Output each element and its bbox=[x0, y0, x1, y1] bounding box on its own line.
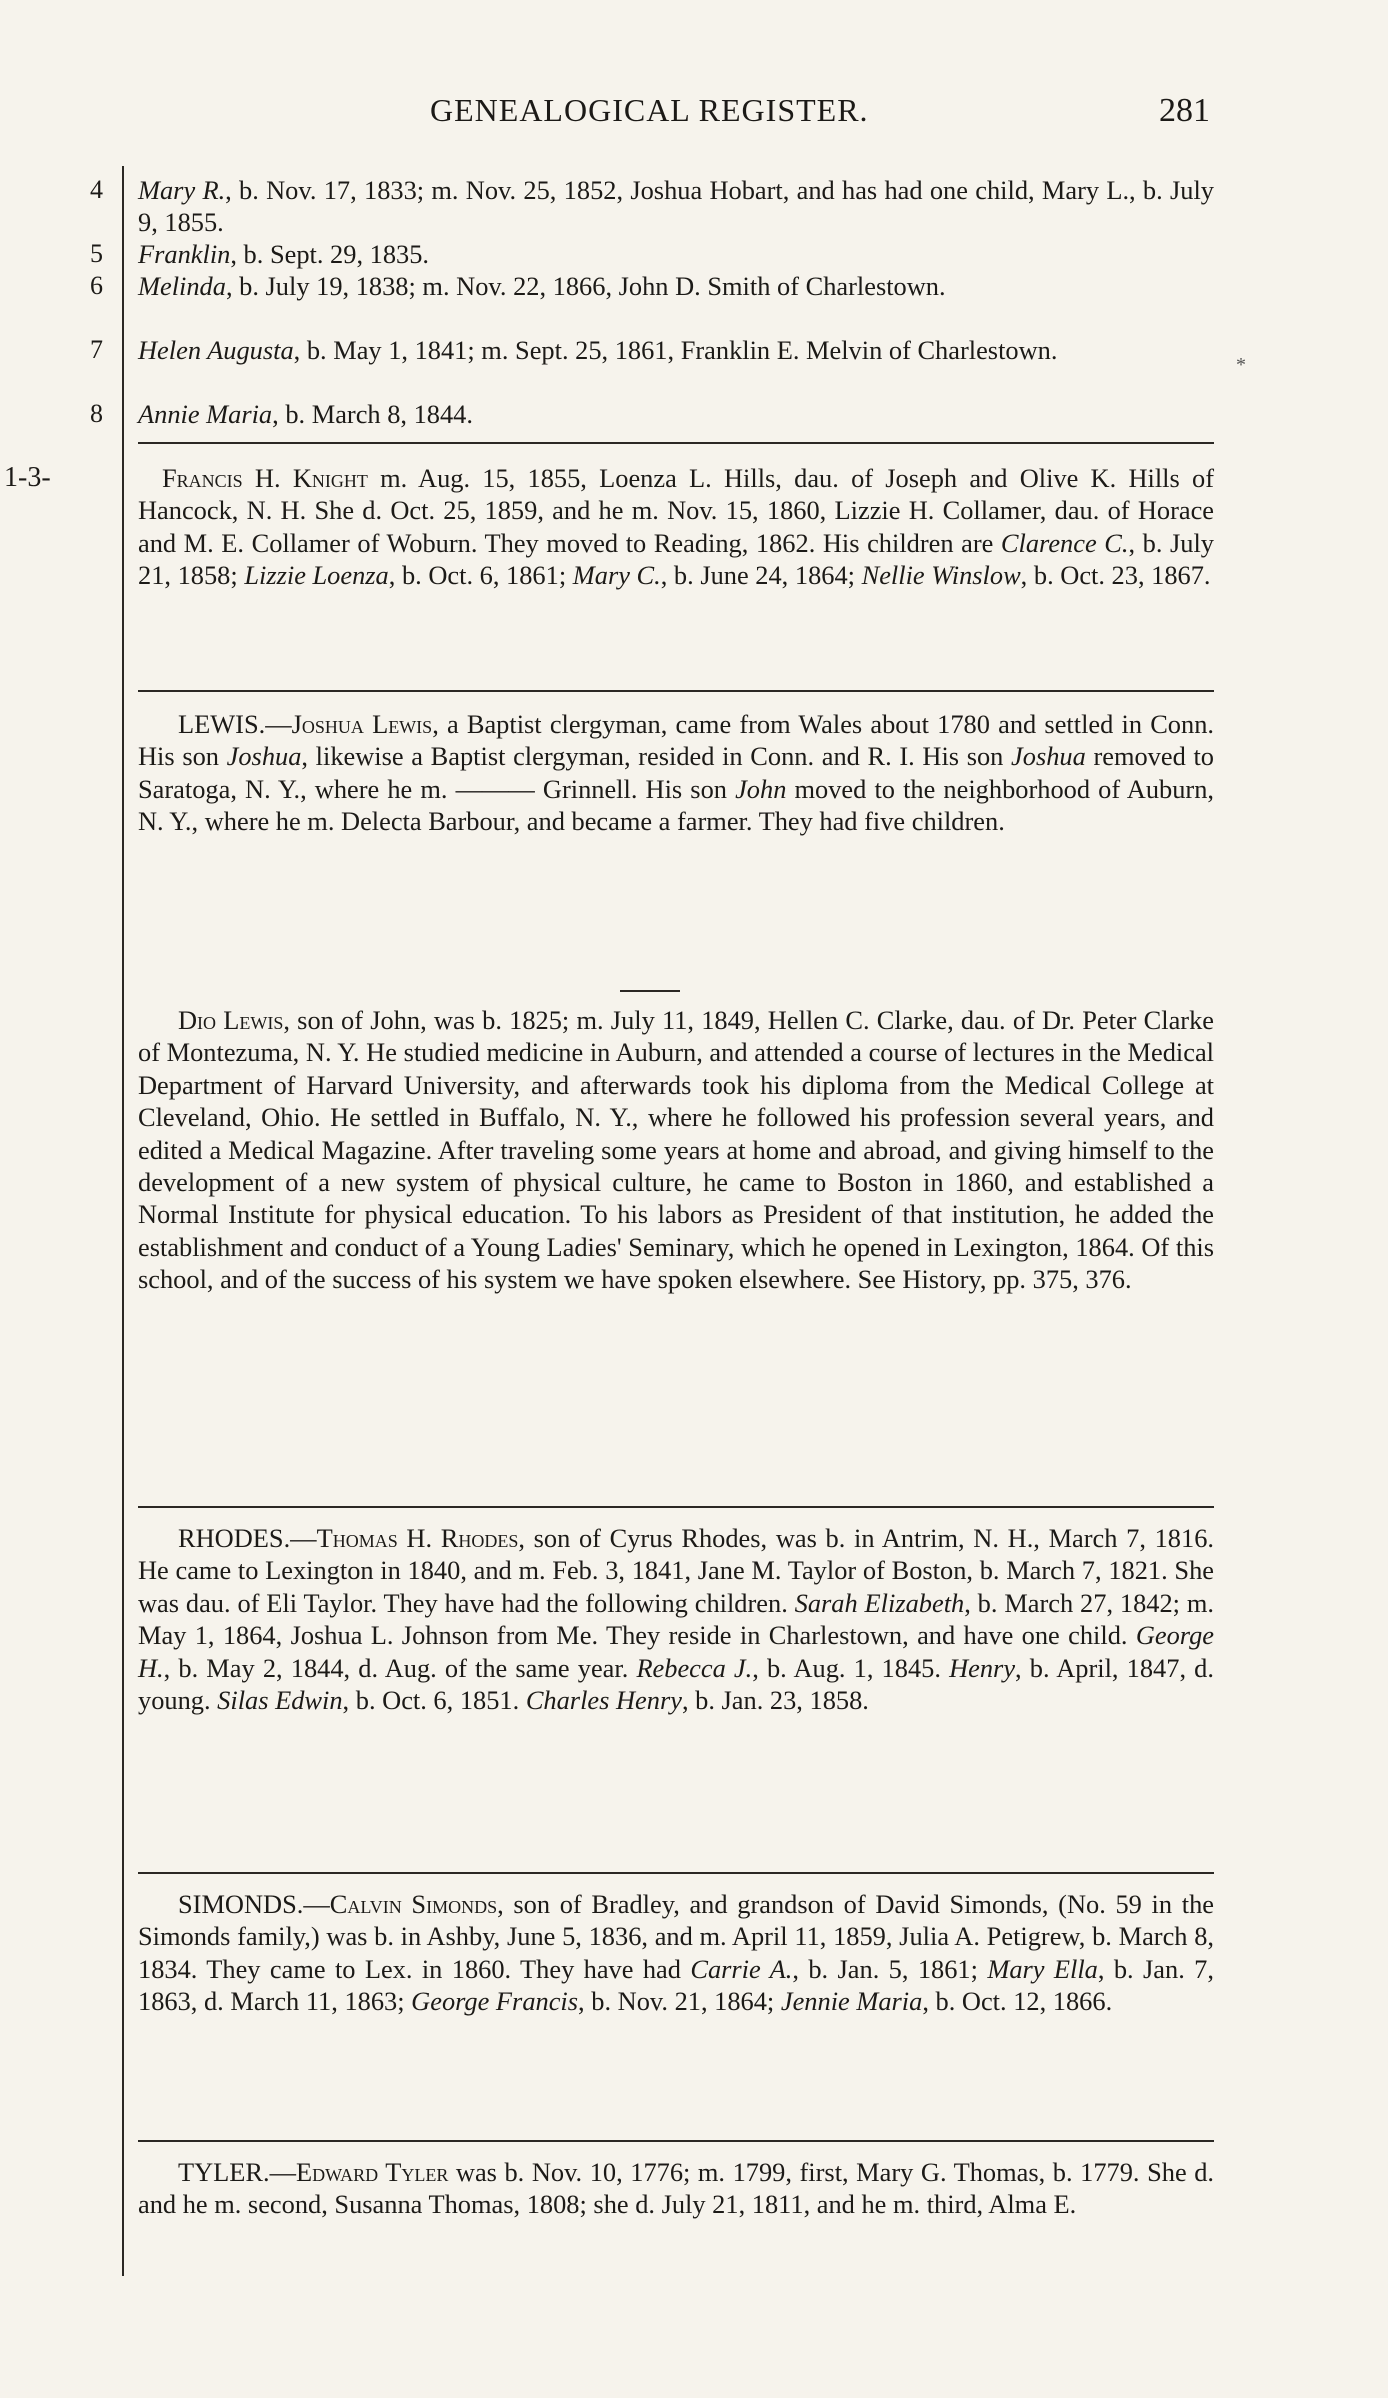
child-name: Lizzie Loenza bbox=[244, 560, 389, 591]
page-number: 281 bbox=[1159, 92, 1210, 129]
entry-text: , b. Aug. 1, 1845. bbox=[752, 1652, 950, 1683]
entry-lead: Calvin Simonds bbox=[329, 1889, 498, 1919]
rhodes-entry bbox=[138, 1522, 1214, 1716]
lewis-entry bbox=[138, 708, 1214, 838]
child-number: 5 bbox=[90, 239, 103, 268]
entry-text: , b. July 21, 1858; bbox=[138, 527, 1214, 591]
child-text: , b. March 8, 1844. bbox=[272, 399, 473, 429]
child-number: 6 bbox=[90, 271, 103, 300]
child-name: Sarah Elizabeth bbox=[794, 1587, 965, 1618]
child-name: Nellie Winslow bbox=[861, 560, 1021, 591]
stray-mark: * bbox=[1236, 354, 1246, 376]
dio-lewis-entry bbox=[138, 1004, 1214, 1296]
entry-text: , b. March 27, 1842; m. May 1, 1864, Joshua L. Johnson from Me. They reside in Charlestown, and have one child. bbox=[138, 1587, 1214, 1651]
surname-heading: RHODES.— bbox=[178, 1523, 317, 1553]
entry-text: , b. Jan. 23, 1858. bbox=[681, 1685, 869, 1716]
surname-heading: TYLER.— bbox=[178, 2157, 297, 2187]
entry-text: , b. Jan. 5, 1861; bbox=[792, 1953, 988, 1984]
page-header bbox=[430, 92, 1210, 132]
child-entry bbox=[138, 238, 1214, 270]
tyler-entry bbox=[138, 2156, 1214, 2221]
running-title: GENEALOGICAL REGISTER. bbox=[430, 92, 869, 128]
entry-text: , b. Nov. 21, 1864; bbox=[578, 1986, 781, 2017]
child-entry bbox=[138, 270, 1214, 302]
entry-text: , b. Jan. 7, 1863, d. March 11, 1863; bbox=[138, 1953, 1214, 2017]
child-number: 8 bbox=[90, 399, 103, 428]
entry-text: , b. June 24, 1864; bbox=[660, 560, 862, 591]
section-rule bbox=[138, 690, 1214, 692]
section-rule bbox=[138, 1872, 1214, 1874]
child-number: 7 bbox=[90, 335, 103, 364]
entry-text: , b. Oct. 12, 1866. bbox=[922, 1986, 1113, 2017]
section-rule bbox=[138, 1506, 1214, 1508]
child-name: Rebecca J. bbox=[636, 1652, 753, 1683]
entry-text: , likewise a Baptist clergyman, resided in Conn. and R. I. His son bbox=[301, 741, 1012, 772]
entry-text: , son of John, was b. 1825; m. July 11, 1849, Hellen C. Clarke, dau. of Dr. Peter Clarke of Montezuma, N. Y. He studied medicine in Auburn, and attended a course of lectures in the Medical Department of Harvard University, and afterwards took his diploma from the Medical College at Cleveland, Ohio. He settled in Buffalo, N. Y., where he followed his profession several years, and edited a Medical Magazine. After traveling some years at home and abroad, and giving himself to the development of a new system of physical culture, he came to Boston in 1860, and established a Normal Institute for physical education. To his labors as President of that institution, he added the establishment and conduct of a Young Ladies' Seminary, which he opened in Lexington, 1864. Of this school, and of the success of his system we have spoken elsewhere. See History, pp. 375, 376. bbox=[138, 1005, 1214, 1295]
short-rule bbox=[620, 990, 680, 992]
section-rule bbox=[138, 2140, 1214, 2142]
simonds-entry bbox=[138, 1888, 1214, 2018]
entry-text: , son of Bradley, and grandson of David Simonds, (No. 59 in the Simonds family,) was b. in Ashby, June 5, 1836, and m. April 11, 1859, Julia A. Petigrew, b. March 8, 1834. They came to Lex. in 1860. They have had bbox=[138, 1889, 1215, 1984]
entry-lead: Dio Lewis bbox=[178, 1005, 284, 1035]
child-number: 4 bbox=[90, 175, 103, 204]
entry-text: moved to the neighborhood of Auburn, N. Y., where he m. Delecta Barbour, and became a farmer. They had five children. bbox=[138, 773, 1214, 837]
section-rule bbox=[138, 442, 1214, 444]
child-name: Mary Ella bbox=[987, 1953, 1098, 1984]
child-name: Jennie Maria bbox=[780, 1986, 923, 2017]
child-entry bbox=[138, 398, 1214, 430]
child-text: , b. Sept. 29, 1835. bbox=[230, 239, 430, 269]
child-name: Annie Maria bbox=[138, 399, 273, 429]
person-name: Joshua bbox=[1011, 741, 1086, 772]
child-name: Helen Augusta bbox=[138, 335, 294, 365]
child-text: , b. July 19, 1838; m. Nov. 22, 1866, John D. Smith of Charlestown. bbox=[225, 271, 946, 301]
entry-text: removed to Saratoga, N. Y., where he m. ——— Grinnell. His son bbox=[138, 741, 1214, 804]
child-name: Melinda bbox=[138, 271, 226, 301]
surname-heading: SIMONDS.— bbox=[178, 1889, 330, 1919]
entry-lead: Edward Tyler bbox=[296, 2157, 449, 2187]
knight-entry bbox=[138, 462, 1214, 592]
person-name: John bbox=[735, 773, 787, 804]
margin-rule bbox=[122, 166, 124, 2276]
child-name: Silas Edwin bbox=[217, 1685, 343, 1716]
surname-heading: LEWIS.— bbox=[178, 709, 292, 739]
child-entry bbox=[138, 174, 1214, 239]
child-name: Mary C. bbox=[572, 560, 661, 591]
entry-text: , b. Oct. 23, 1867. bbox=[1020, 560, 1211, 591]
child-name: George Francis bbox=[411, 1986, 579, 2017]
child-name: Henry bbox=[949, 1652, 1016, 1683]
entry-lead: Thomas H. Rhodes bbox=[316, 1523, 519, 1553]
entry-text: , b. Oct. 6, 1861; bbox=[388, 560, 573, 591]
entry-lead: Joshua Lewis bbox=[291, 709, 433, 739]
entry-text: , son of Cyrus Rhodes, was b. in Antrim, N. H., March 7, 1816. He came to Lexington in 1840, and m. Feb. 3, 1841, Jane M. Taylor of Boston, b. March 7, 1821. She was dau. of Eli Taylor. They have had the following children. bbox=[138, 1523, 1214, 1618]
entry-text: , b. April, 1847, d. young. bbox=[138, 1652, 1214, 1716]
entry-text: m. Aug. 15, 1855, Loenza L. Hills, dau. of Joseph and Olive K. Hills of Hancock, N. H. She d. Oct. 25, 1859, and he m. Nov. 15, 1860, Lizzie H. Collamer, dau. of Horace and M. E. Collamer of Woburn. They moved to Reading, 1862. His children are bbox=[138, 463, 1214, 558]
child-name: Clarence C. bbox=[1000, 527, 1129, 558]
entry-text: , b. May 2, 1844, d. Aug. of the same year. bbox=[163, 1652, 637, 1683]
family-number-label: 1-3- bbox=[4, 462, 51, 493]
entry-text: , a Baptist clergyman, came from Wales about 1780 and settled in Conn. His son bbox=[138, 709, 1214, 772]
child-name: George H. bbox=[138, 1620, 1214, 1683]
child-entry bbox=[138, 334, 1214, 366]
child-text: , b. May 1, 1841; m. Sept. 25, 1861, Franklin E. Melvin of Charlestown. bbox=[293, 335, 1058, 365]
child-name: Charles Henry bbox=[525, 1685, 682, 1716]
entry-text: was b. Nov. 10, 1776; m. 1799, first, Mary G. Thomas, b. 1779. She d. and he m. second, Susanna Thomas, 1808; she d. July 21, 1811, and he m. third, Alma E. bbox=[138, 2157, 1214, 2220]
child-text: , b. Nov. 17, 1833; m. Nov. 25, 1852, Joshua Hobart, and has had one child, Mary L., b. July 9, 1855. bbox=[138, 175, 1214, 238]
person-name: Joshua bbox=[226, 741, 302, 772]
child-name: Franklin bbox=[138, 239, 231, 269]
child-name: Carrie A. bbox=[690, 1953, 793, 1984]
child-name: Mary R. bbox=[138, 175, 226, 205]
entry-text: , b. Oct. 6, 1851. bbox=[342, 1685, 526, 1716]
entry-lead: Francis H. Knight bbox=[162, 463, 368, 493]
